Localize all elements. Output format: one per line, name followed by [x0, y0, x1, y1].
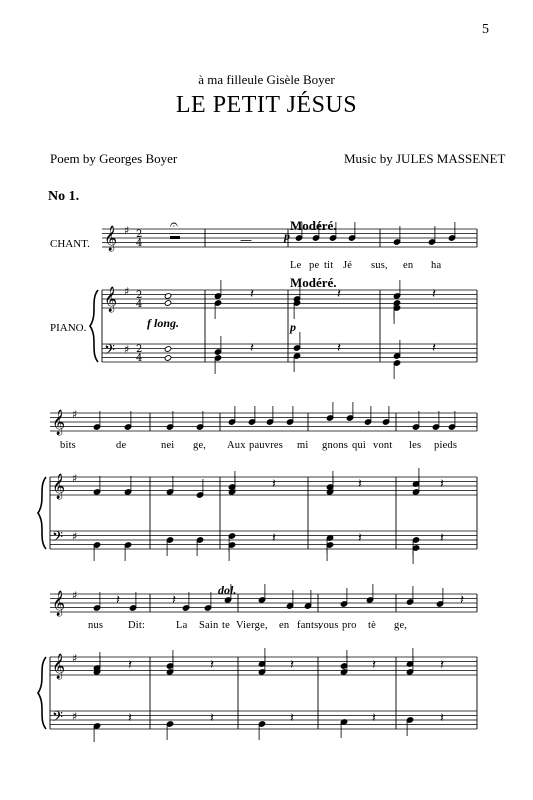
voice-dynamic-p: p — [284, 229, 290, 243]
quarter-rest: 𝄽 — [440, 658, 444, 673]
quarter-rest: 𝄽 — [358, 477, 362, 492]
key-signature-sharp: ♯ — [72, 589, 78, 602]
treble-clef: 𝄞 — [52, 474, 66, 499]
quarter-rest: 𝄽 — [290, 711, 294, 726]
lyric-syllable: La — [176, 620, 188, 631]
voice-tempo-marking: Modéré. — [290, 218, 337, 233]
lyric-syllable: qui — [352, 440, 367, 451]
quarter-rest: 𝄽 — [460, 593, 464, 608]
lyric-syllable: en — [279, 620, 290, 631]
quarter-rest: 𝄽 — [440, 477, 444, 492]
bass-clef: 𝄢 — [52, 529, 63, 549]
quarter-rest: 𝄽 — [250, 341, 254, 356]
piano-brace — [38, 657, 46, 729]
half-rest: — — [240, 233, 252, 247]
quarter-rest: 𝄽 — [440, 531, 444, 546]
piano-label: PIANO. — [50, 322, 87, 334]
lyric-syllable: pieds — [434, 440, 458, 451]
quarter-rest: 𝄽 — [440, 711, 444, 726]
lyric-syllable: bits — [60, 440, 76, 451]
key-signature-sharp: ♯ — [124, 343, 130, 356]
lyric-syllable: fants, — [297, 620, 322, 631]
quarter-rest: 𝄽 — [432, 341, 436, 356]
poet-credit: Poem by Georges Boyer — [50, 151, 178, 166]
quarter-rest: 𝄽 — [172, 593, 176, 608]
time-signature-bottom: 4 — [136, 353, 143, 364]
quarter-rest: 𝄽 — [210, 658, 214, 673]
note-head — [164, 355, 171, 361]
quarter-rest: 𝄽 — [290, 658, 294, 673]
note-head — [164, 300, 171, 306]
lyric-syllable: ge, — [193, 440, 207, 451]
treble-clef: 𝄞 — [52, 410, 66, 435]
lyric-syllable: nei — [161, 440, 175, 451]
quarter-rest: 𝄽 — [272, 477, 276, 492]
lyric-syllable: vous — [318, 620, 339, 631]
piano-brace — [38, 477, 46, 549]
lyric-syllable: vont — [373, 440, 393, 451]
lyric-syllable: Sain — [199, 620, 219, 631]
quarter-rest: 𝄽 — [128, 658, 132, 673]
page-number: 5 — [482, 22, 489, 37]
lyric-syllable: tè — [368, 620, 376, 631]
lyric-syllable: Aux — [227, 440, 246, 451]
quarter-rest: 𝄽 — [337, 287, 341, 302]
key-signature-sharp: ♯ — [72, 408, 78, 421]
lyric-syllable: tit — [324, 260, 334, 271]
dolce-marking: dol. — [218, 583, 237, 597]
fermata: 𝄐 — [170, 217, 178, 233]
quarter-rest: 𝄽 — [337, 341, 341, 356]
key-signature-sharp: ♯ — [124, 224, 130, 237]
quarter-rest: 𝄽 — [372, 658, 376, 673]
quarter-rest: 𝄽 — [116, 593, 120, 608]
treble-clef: 𝄞 — [52, 591, 66, 616]
treble-clef: 𝄞 — [52, 654, 66, 679]
lyric-syllable: Jé — [343, 260, 353, 271]
lyric-syllable: mi — [297, 440, 309, 451]
lyric-syllable: gnons — [322, 440, 349, 451]
quarter-rest: 𝄽 — [272, 531, 276, 546]
note-head — [164, 346, 171, 352]
voice-label: CHANT. — [50, 238, 90, 250]
quarter-rest: 𝄽 — [358, 531, 362, 546]
piano-brace — [90, 290, 98, 362]
key-signature-sharp: ♯ — [72, 472, 78, 485]
time-signature-bottom: 4 — [136, 299, 143, 310]
piano-dynamic-p: p — [290, 320, 296, 334]
whole-rest — [170, 236, 180, 239]
quarter-rest: 𝄽 — [432, 287, 436, 302]
lyric-syllable: Le — [290, 260, 302, 271]
key-signature-sharp: ♯ — [72, 530, 78, 543]
lyric-syllable: pauvres — [249, 440, 284, 451]
lyric-syllable: en — [403, 260, 414, 271]
time-signature-top: 2 — [136, 290, 143, 301]
time-signature-bottom: 4 — [136, 238, 143, 249]
quarter-rest: 𝄽 — [250, 287, 254, 302]
key-signature-sharp: ♯ — [124, 285, 130, 298]
piano-tempo-marking: Modéré. — [290, 275, 337, 290]
piece-number: No 1. — [48, 189, 80, 204]
lyric-syllable: les — [409, 440, 422, 451]
quarter-rest: 𝄽 — [210, 711, 214, 726]
time-signature-top: 2 — [136, 229, 143, 240]
lyric-syllable: ha — [431, 260, 442, 271]
lyric-syllable: ge, — [394, 620, 408, 631]
time-signature-top: 2 — [136, 344, 143, 355]
quarter-rest: 𝄽 — [372, 711, 376, 726]
lyric-syllable: de — [116, 440, 127, 451]
lyric-syllable: te — [222, 620, 230, 631]
key-signature-sharp: ♯ — [72, 710, 78, 723]
dedication: à ma filleule Gisèle Boyer — [198, 72, 335, 87]
lyric-syllable: pe — [309, 260, 320, 271]
treble-clef: 𝄞 — [104, 226, 118, 251]
bass-clef: 𝄢 — [104, 342, 115, 362]
composer-credit: Music by JULES MASSENET — [344, 151, 506, 166]
lyric-syllable: sus, — [371, 260, 388, 271]
note-head — [164, 293, 171, 299]
treble-clef: 𝄞 — [104, 287, 118, 312]
piano-dynamic-f-long: f long. — [147, 316, 180, 330]
lyric-syllable: pro — [342, 620, 357, 631]
lyric-syllable: nus — [88, 620, 104, 631]
lyric-syllable: Dit: — [128, 620, 146, 631]
quarter-rest: 𝄽 — [128, 711, 132, 726]
page-title: LE PETIT JÉSUS — [175, 92, 358, 118]
bass-clef: 𝄢 — [52, 709, 63, 729]
key-signature-sharp: ♯ — [72, 652, 78, 665]
lyric-syllable: Vierge, — [236, 620, 268, 631]
